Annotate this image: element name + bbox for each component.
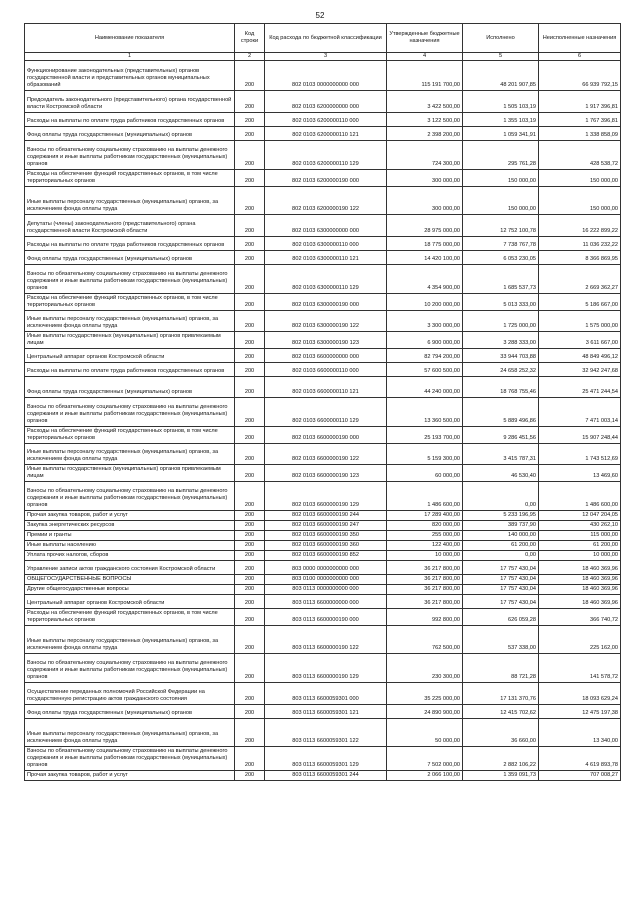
table-row [25,214,621,236]
line-code-cell: 200 [235,331,265,348]
table-row [25,584,621,594]
table-row [25,481,621,510]
line-code-cell: 200 [235,397,265,426]
executed-amount-cell: 626 059,28 [463,608,539,625]
line-code-cell: 200 [235,127,265,141]
approved-amount-cell: 36 217 800,00 [387,574,463,584]
executed-amount-cell: 3 288 333,00 [463,331,539,348]
executed-amount-cell: 0,00 [463,481,539,510]
indicator-name-cell: Расходы на обеспечение функций государственных органов, в том числе территориальных органов [25,426,235,443]
indicator-name-cell: Иные выплаты персоналу государственных (муниципальных) органов, за исключением фонда оплаты труда [25,310,235,331]
executed-amount-cell: 9 286 451,56 [463,426,539,443]
indicator-name-cell: Фонд оплаты труда государственных (муниципальных) органов [25,127,235,141]
unexecuted-amount-cell: 428 538,72 [539,141,621,170]
table-row [25,376,621,397]
unexecuted-amount-cell: 48 849 496,12 [539,348,621,362]
approved-amount-cell: 25 193 700,00 [387,426,463,443]
line-code-cell: 200 [235,464,265,481]
approved-amount-cell: 2 066 100,00 [387,770,463,780]
unexecuted-amount-cell: 25 471 244,54 [539,376,621,397]
table-body [25,61,621,781]
approved-amount-cell: 36 217 800,00 [387,594,463,608]
classification-code-cell: 803 0113 6600000000 000 [265,594,387,608]
table-row [25,348,621,362]
executed-amount-cell: 12 752 100,78 [463,214,539,236]
table-row [25,310,621,331]
line-code-cell: 200 [235,608,265,625]
executed-amount-cell: 1 355 103,19 [463,113,539,127]
line-code-cell: 200 [235,186,265,214]
executed-amount-cell: 3 415 787,31 [463,443,539,464]
executed-amount-cell: 1 059 341,91 [463,127,539,141]
line-code-cell: 200 [235,293,265,310]
unexecuted-amount-cell: 1 917 396,81 [539,91,621,113]
approved-amount-cell: 28 975 000,00 [387,214,463,236]
line-code-cell: 200 [235,214,265,236]
approved-amount-cell: 13 360 500,00 [387,397,463,426]
line-code-cell: 200 [235,682,265,704]
approved-amount-cell: 50 000,00 [387,718,463,746]
classification-code-cell: 803 0100 0000000000 000 [265,574,387,584]
line-code-cell: 200 [235,530,265,540]
table-row [25,91,621,113]
table-row [25,443,621,464]
executed-amount-cell: 33 944 703,88 [463,348,539,362]
indicator-name-cell: Функционирование законодательных (представительных) органов государственной власти и представительных органов муниципальных образований [25,61,235,91]
header-line-code: Код строки [235,24,265,53]
page-number: 52 [315,11,325,20]
line-code-cell: 200 [235,520,265,530]
table-row [25,574,621,584]
table-row [25,550,621,560]
unexecuted-amount-cell: 4 619 893,78 [539,746,621,770]
indicator-name-cell: Иные выплаты персоналу государственных (муниципальных) органов, за исключением фонда оплаты труда [25,186,235,214]
line-code-cell: 200 [235,236,265,250]
classification-code-cell: 803 0113 0000000000 000 [265,584,387,594]
unexecuted-amount-cell: 15 907 248,44 [539,426,621,443]
approved-amount-cell: 10 200 000,00 [387,293,463,310]
classification-code-cell: 802 0103 6600000190 350 [265,530,387,540]
classification-code-cell: 802 0103 6300000190 122 [265,310,387,331]
line-code-cell: 200 [235,348,265,362]
approved-amount-cell: 230 300,00 [387,653,463,682]
executed-amount-cell: 24 658 252,32 [463,362,539,376]
indicator-name-cell: Другие общегосударственные вопросы [25,584,235,594]
unexecuted-amount-cell: 430 262,10 [539,520,621,530]
classification-code-cell: 803 0113 6600059301 121 [265,704,387,718]
line-code-cell: 200 [235,770,265,780]
classification-code-cell: 802 0103 6600000110 121 [265,376,387,397]
executed-amount-cell: 36 660,00 [463,718,539,746]
unexecuted-amount-cell: 13 340,00 [539,718,621,746]
line-code-cell: 200 [235,170,265,187]
approved-amount-cell: 2 398 200,00 [387,127,463,141]
table-row [25,625,621,653]
table-row [25,426,621,443]
classification-code-cell: 802 0103 6300000000 000 [265,214,387,236]
indicator-name-cell: Расходы на обеспечение функций государственных органов, в том числе территориальных органов [25,608,235,625]
unexecuted-amount-cell: 18 460 369,96 [539,574,621,584]
approved-amount-cell: 5 159 300,00 [387,443,463,464]
classification-code-cell: 802 0103 6200000110 000 [265,113,387,127]
unexecuted-amount-cell: 11 036 232,22 [539,236,621,250]
unexecuted-amount-cell: 61 200,00 [539,540,621,550]
approved-amount-cell: 3 300 000,00 [387,310,463,331]
executed-amount-cell: 17 757 430,04 [463,560,539,574]
unexecuted-amount-cell: 141 578,72 [539,653,621,682]
classification-code-cell: 802 0103 6600000190 244 [265,510,387,520]
indicator-name-cell: Управление записи актов гражданского состояния Костромской области [25,560,235,574]
classification-code-cell: 802 0103 6600000110 000 [265,362,387,376]
indicator-name-cell: Взносы по обязательному социальному страхованию на выплаты денежного содержания и иные выплаты работникам государственных (муниципальных) органов [25,397,235,426]
approved-amount-cell: 44 240 000,00 [387,376,463,397]
line-code-cell: 200 [235,61,265,91]
line-code-cell: 200 [235,426,265,443]
executed-amount-cell: 1 685 537,73 [463,264,539,293]
classification-code-cell: 802 0103 6600000000 000 [265,348,387,362]
table-row [25,362,621,376]
table-row [25,186,621,214]
approved-amount-cell: 10 000,00 [387,550,463,560]
unexecuted-amount-cell: 707 008,27 [539,770,621,780]
executed-amount-cell: 17 757 430,04 [463,584,539,594]
unexecuted-amount-cell: 1 743 512,69 [539,443,621,464]
unexecuted-amount-cell: 2 669 362,27 [539,264,621,293]
classification-code-cell: 802 0103 6600000190 123 [265,464,387,481]
column-number: 5 [463,53,539,61]
executed-amount-cell: 5 013 333,00 [463,293,539,310]
unexecuted-amount-cell: 366 740,72 [539,608,621,625]
approved-amount-cell: 115 191 700,00 [387,61,463,91]
executed-amount-cell: 295 761,28 [463,141,539,170]
unexecuted-amount-cell: 18 093 629,24 [539,682,621,704]
table-row [25,770,621,780]
line-code-cell: 200 [235,560,265,574]
classification-code-cell: 803 0113 6600059301 244 [265,770,387,780]
executed-amount-cell: 389 737,90 [463,520,539,530]
unexecuted-amount-cell: 10 000,00 [539,550,621,560]
table-row [25,653,621,682]
classification-code-cell: 803 0113 6600000190 122 [265,625,387,653]
executed-amount-cell: 5 889 496,86 [463,397,539,426]
unexecuted-amount-cell: 1 767 396,81 [539,113,621,127]
classification-code-cell: 802 0103 6600000190 000 [265,426,387,443]
line-code-cell: 200 [235,594,265,608]
classification-code-cell: 802 0103 6300000110 121 [265,250,387,264]
approved-amount-cell: 762 500,00 [387,625,463,653]
approved-amount-cell: 820 000,00 [387,520,463,530]
table-row [25,293,621,310]
line-code-cell: 200 [235,653,265,682]
unexecuted-amount-cell: 66 939 792,15 [539,61,621,91]
approved-amount-cell: 60 000,00 [387,464,463,481]
indicator-name-cell: Председатель законодательного (представительного) органа государственной власти Костромской области [25,91,235,113]
approved-amount-cell: 255 000,00 [387,530,463,540]
classification-code-cell: 803 0113 6600059301 122 [265,718,387,746]
executed-amount-cell: 150 000,00 [463,170,539,187]
executed-amount-cell: 140 000,00 [463,530,539,540]
column-number-row [25,53,621,61]
unexecuted-amount-cell: 18 460 369,96 [539,584,621,594]
indicator-name-cell: Взносы по обязательному социальному страхованию на выплаты денежного содержания и иные выплаты работникам государственных (муниципальных) органов [25,481,235,510]
table-row [25,704,621,718]
table-row [25,264,621,293]
budget-execution-table [24,23,621,781]
unexecuted-amount-cell: 7 471 003,14 [539,397,621,426]
classification-code-cell: 803 0113 6600059301 129 [265,746,387,770]
line-code-cell: 200 [235,574,265,584]
approved-amount-cell: 24 890 900,00 [387,704,463,718]
table-row [25,594,621,608]
indicator-name-cell: Фонд оплаты труда государственных (муниципальных) органов [25,250,235,264]
classification-code-cell: 802 0103 6200000190 122 [265,186,387,214]
unexecuted-amount-cell: 1 575 000,00 [539,310,621,331]
approved-amount-cell: 14 420 100,00 [387,250,463,264]
approved-amount-cell: 36 217 800,00 [387,584,463,594]
executed-amount-cell: 6 053 230,05 [463,250,539,264]
executed-amount-cell: 150 000,00 [463,186,539,214]
indicator-name-cell: Расходы на выплаты по оплате труда работников государственных органов [25,113,235,127]
approved-amount-cell: 82 794 200,00 [387,348,463,362]
classification-code-cell: 802 0103 6200000110 129 [265,141,387,170]
indicator-name-cell: Центральный аппарат органов Костромской области [25,594,235,608]
indicator-name-cell: Иные выплаты населению [25,540,235,550]
executed-amount-cell: 1 505 103,19 [463,91,539,113]
indicator-name-cell: Уплата прочих налогов, сборов [25,550,235,560]
line-code-cell: 200 [235,704,265,718]
indicator-name-cell: ОБЩЕГОСУДАРСТВЕННЫЕ ВОПРОСЫ [25,574,235,584]
indicator-name-cell: Иные выплаты государственных (муниципальных) органов привлекаемым лицам [25,331,235,348]
column-number: 6 [539,53,621,61]
executed-amount-cell: 17 757 430,04 [463,574,539,584]
executed-amount-cell: 17 757 430,04 [463,594,539,608]
indicator-name-cell: Взносы по обязательному социальному страхованию на выплаты денежного содержания и иные выплаты работникам государственных (муниципальных) органов [25,746,235,770]
unexecuted-amount-cell: 32 942 247,68 [539,362,621,376]
unexecuted-amount-cell: 150 000,00 [539,170,621,187]
indicator-name-cell: Взносы по обязательному социальному страхованию на выплаты денежного содержания и иные выплаты работникам государственных (муниципальных) органов [25,264,235,293]
unexecuted-amount-cell: 12 047 204,05 [539,510,621,520]
executed-amount-cell: 48 201 907,85 [463,61,539,91]
table-row [25,170,621,187]
executed-amount-cell: 0,00 [463,550,539,560]
table-row [25,113,621,127]
line-code-cell: 200 [235,625,265,653]
unexecuted-amount-cell: 1 338 858,09 [539,127,621,141]
line-code-cell: 200 [235,746,265,770]
approved-amount-cell: 992 800,00 [387,608,463,625]
line-code-cell: 200 [235,540,265,550]
indicator-name-cell: Расходы на выплаты по оплате труда работников государственных органов [25,236,235,250]
classification-code-cell: 802 0103 6300000190 123 [265,331,387,348]
classification-code-cell: 802 0103 0000000000 000 [265,61,387,91]
column-number: 4 [387,53,463,61]
table-row [25,746,621,770]
line-code-cell: 200 [235,91,265,113]
classification-code-cell: 802 0103 6300000110 129 [265,264,387,293]
classification-code-cell: 802 0103 6600000190 852 [265,550,387,560]
classification-code-cell: 803 0000 0000000000 000 [265,560,387,574]
column-number: 3 [265,53,387,61]
unexecuted-amount-cell: 16 222 899,22 [539,214,621,236]
table-row [25,718,621,746]
approved-amount-cell: 35 225 000,00 [387,682,463,704]
classification-code-cell: 802 0103 6200000190 000 [265,170,387,187]
classification-code-cell: 803 0113 6600000190 129 [265,653,387,682]
line-code-cell: 200 [235,250,265,264]
table-row [25,397,621,426]
indicator-name-cell: Центральный аппарат органов Костромской области [25,348,235,362]
classification-code-cell: 803 0113 6600059301 000 [265,682,387,704]
column-number: 1 [25,53,235,61]
line-code-cell: 200 [235,113,265,127]
indicator-name-cell: Иные выплаты персоналу государственных (муниципальных) органов, за исключением фонда оплаты труда [25,625,235,653]
line-code-cell: 200 [235,481,265,510]
executed-amount-cell: 7 738 767,78 [463,236,539,250]
indicator-name-cell: Расходы на обеспечение функций государственных органов, в том числе территориальных органов [25,170,235,187]
indicator-name-cell: Фонд оплаты труда государственных (муниципальных) органов [25,376,235,397]
executed-amount-cell: 5 233 196,95 [463,510,539,520]
executed-amount-cell: 18 768 755,46 [463,376,539,397]
classification-code-cell: 802 0103 6600000190 129 [265,481,387,510]
approved-amount-cell: 300 000,00 [387,170,463,187]
executed-amount-cell: 12 415 702,62 [463,704,539,718]
executed-amount-cell: 1 359 091,73 [463,770,539,780]
approved-amount-cell: 122 400,00 [387,540,463,550]
line-code-cell: 200 [235,718,265,746]
header-executed: Исполнено [463,24,539,53]
approved-amount-cell: 6 900 000,00 [387,331,463,348]
executed-amount-cell: 46 530,40 [463,464,539,481]
table-row [25,510,621,520]
unexecuted-amount-cell: 18 460 369,96 [539,560,621,574]
classification-code-cell: 802 0103 6300000110 000 [265,236,387,250]
indicator-name-cell: Иные выплаты государственных (муниципальных) органов привлекаемым лицам [25,464,235,481]
indicator-name-cell: Взносы по обязательному социальному страхованию на выплаты денежного содержания и иные выплаты работникам государственных (муниципальных) органов [25,141,235,170]
line-code-cell: 200 [235,550,265,560]
unexecuted-amount-cell: 8 366 869,95 [539,250,621,264]
header-indicator-name: Наименование показателя [25,24,235,53]
indicator-name-cell: Расходы на выплаты по оплате труда работников государственных органов [25,362,235,376]
approved-amount-cell: 3 122 500,00 [387,113,463,127]
line-code-cell: 200 [235,310,265,331]
indicator-name-cell: Иные выплаты персоналу государственных (муниципальных) органов, за исключением фонда оплаты труда [25,443,235,464]
unexecuted-amount-cell: 225 162,00 [539,625,621,653]
header-classification-code: Код расхода по бюджетной классификации [265,24,387,53]
line-code-cell: 200 [235,264,265,293]
table-row [25,608,621,625]
table-row [25,127,621,141]
indicator-name-cell: Осуществление переданных полномочий Российской Федерации на государственную регистрацию актов гражданского состояния [25,682,235,704]
approved-amount-cell: 724 300,00 [387,141,463,170]
executed-amount-cell: 1 725 000,00 [463,310,539,331]
classification-code-cell: 803 0113 6600000190 000 [265,608,387,625]
approved-amount-cell: 57 600 500,00 [387,362,463,376]
approved-amount-cell: 1 486 600,00 [387,481,463,510]
table-row [25,250,621,264]
line-code-cell: 200 [235,510,265,520]
unexecuted-amount-cell: 12 475 197,38 [539,704,621,718]
approved-amount-cell: 7 502 000,00 [387,746,463,770]
classification-code-cell: 802 0103 6200000000 000 [265,91,387,113]
unexecuted-amount-cell: 115 000,00 [539,530,621,540]
indicator-name-cell: Премии и гранты [25,530,235,540]
classification-code-cell: 802 0103 6200000110 121 [265,127,387,141]
indicator-name-cell: Расходы на обеспечение функций государственных органов, в том числе территориальных органов [25,293,235,310]
approved-amount-cell: 17 289 400,00 [387,510,463,520]
table-row [25,530,621,540]
unexecuted-amount-cell: 150 000,00 [539,186,621,214]
approved-amount-cell: 18 775 000,00 [387,236,463,250]
table-row [25,560,621,574]
table-row [25,520,621,530]
approved-amount-cell: 300 000,00 [387,186,463,214]
indicator-name-cell: Иные выплаты персоналу государственных (муниципальных) органов, за исключением фонда оплаты труда [25,718,235,746]
line-code-cell: 200 [235,584,265,594]
unexecuted-amount-cell: 5 186 667,00 [539,293,621,310]
indicator-name-cell: Депутаты (члены) законодательного (представительного) органа государственной власти Костромской области [25,214,235,236]
line-code-cell: 200 [235,443,265,464]
unexecuted-amount-cell: 13 469,60 [539,464,621,481]
column-number: 2 [235,53,265,61]
header-unexecuted: Неисполненные назначения [539,24,621,53]
table-row [25,141,621,170]
table-row [25,331,621,348]
unexecuted-amount-cell: 18 460 369,96 [539,594,621,608]
unexecuted-amount-cell: 1 486 600,00 [539,481,621,510]
indicator-name-cell: Фонд оплаты труда государственных (муниципальных) органов [25,704,235,718]
executed-amount-cell: 17 131 370,76 [463,682,539,704]
table-row [25,236,621,250]
approved-amount-cell: 4 354 900,00 [387,264,463,293]
executed-amount-cell: 2 882 106,22 [463,746,539,770]
classification-code-cell: 802 0103 6300000190 000 [265,293,387,310]
classification-code-cell: 802 0103 6600000190 247 [265,520,387,530]
approved-amount-cell: 3 422 500,00 [387,91,463,113]
line-code-cell: 200 [235,362,265,376]
line-code-cell: 200 [235,376,265,397]
executed-amount-cell: 537 338,00 [463,625,539,653]
executed-amount-cell: 88 721,28 [463,653,539,682]
approved-amount-cell: 36 217 800,00 [387,560,463,574]
line-code-cell: 200 [235,141,265,170]
executed-amount-cell: 61 200,00 [463,540,539,550]
classification-code-cell: 802 0103 6600000190 360 [265,540,387,550]
header-approved: Утвержденные бюджетные назначения [387,24,463,53]
indicator-name-cell: Взносы по обязательному социальному страхованию на выплаты денежного содержания и иные выплаты работникам государственных (муниципальных) органов [25,653,235,682]
table-row [25,682,621,704]
table-row [25,464,621,481]
classification-code-cell: 802 0103 6600000110 129 [265,397,387,426]
unexecuted-amount-cell: 3 611 667,00 [539,331,621,348]
indicator-name-cell: Прочая закупка товаров, работ и услуг [25,510,235,520]
indicator-name-cell: Прочая закупка товаров, работ и услуг [25,770,235,780]
indicator-name-cell: Закупка энергетических ресурсов [25,520,235,530]
classification-code-cell: 802 0103 6600000190 122 [265,443,387,464]
table-row [25,61,621,91]
table-row [25,540,621,550]
header-row [25,24,621,53]
